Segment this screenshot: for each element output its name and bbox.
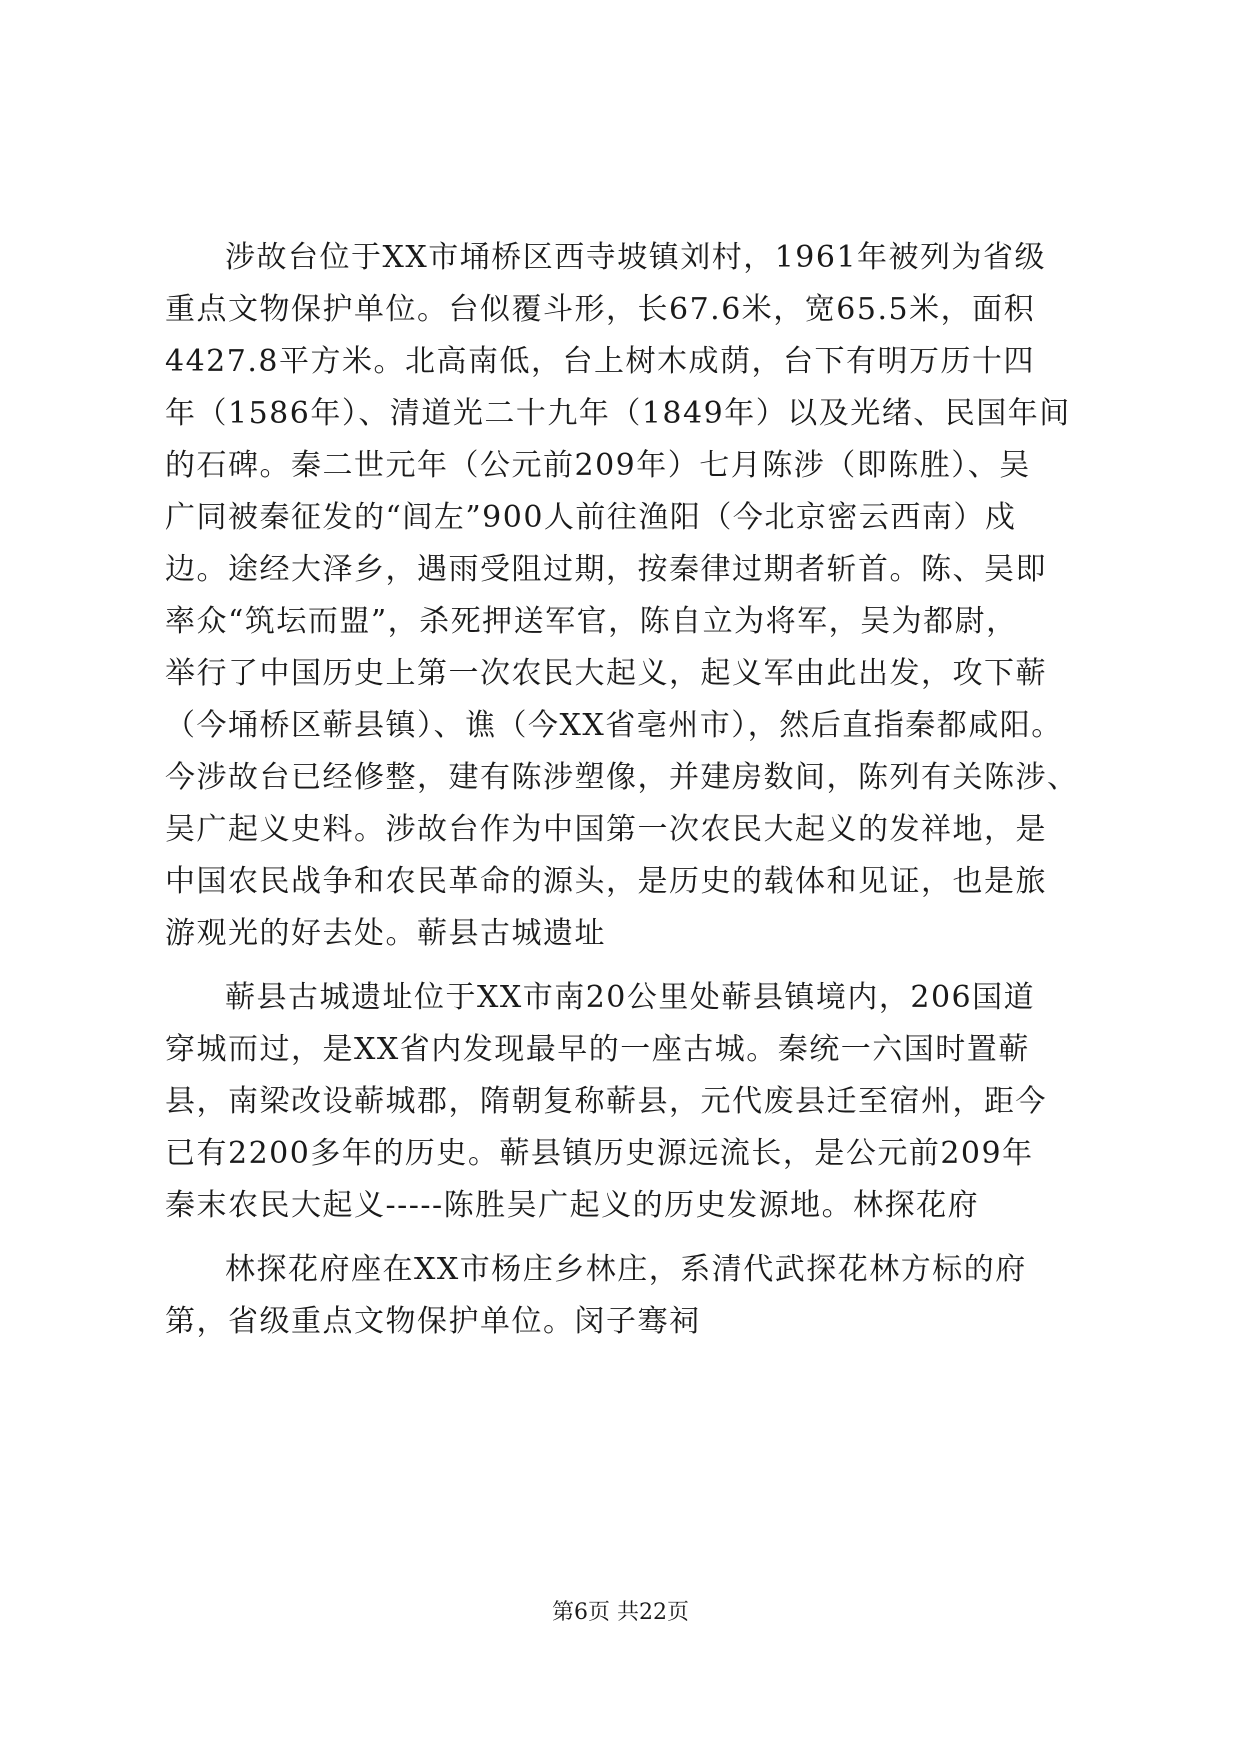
text-line: 重点文物保护单位。台似覆斗形，长67.6米，宽65.5米，面积 xyxy=(165,292,1036,327)
text-line: 今涉故台已经修整，建有陈涉塑像，并建房数间，陈列有关陈涉、 xyxy=(165,760,1079,795)
text-line: 举行了中国历史上第一次农民大起义，起义军由此出发，攻下蕲 xyxy=(165,656,1047,691)
text-line: 涉故台位于XX市埇桥区西寺坡镇刘村，1961年被列为省级 xyxy=(225,240,1047,275)
text-line: （今埇桥区蕲县镇）、谯（今XX省亳州市），然后直指秦都咸阳。 xyxy=(165,708,1063,743)
text-line: 第，省级重点文物保护单位。闵子骞祠 xyxy=(165,1304,701,1339)
text-line: 林探花府座在XX市杨庄乡林庄，系清代武探花林方标的府 xyxy=(225,1252,1027,1287)
text-line: 吴广起义史料。涉故台作为中国第一次农民大起义的发祥地，是 xyxy=(165,812,1047,847)
text-line: 率众“筑坛而盟”，杀死押送军官，陈自立为将军，吴为都尉， xyxy=(165,604,1018,639)
text-line: 中国农民战争和农民革命的源头，是历史的载体和见证，也是旅 xyxy=(165,864,1047,899)
text-line: 广同被秦征发的“闾左”900人前往渔阳（今北京密云西南）戍 xyxy=(165,500,1017,535)
text-line: 年（1586年）、清道光二十九年（1849年）以及光绪、民国年间 xyxy=(165,396,1071,431)
paragraph-lin-tanhua-mansion xyxy=(165,1244,1080,1348)
text-line: 县，南梁改设蕲城郡，隋朝复称蕲县，元代废县迁至宿州，距今 xyxy=(165,1084,1047,1119)
text-line: 边。途经大泽乡，遇雨受阻过期，按秦律过期者斩首。陈、吴即 xyxy=(165,552,1047,587)
text-line: 游观光的好去处。蕲县古城遗址 xyxy=(165,916,606,951)
text-line: 的石碑。秦二世元年（公元前209年）七月陈涉（即陈胜）、吴 xyxy=(165,448,1031,483)
page-number-footer: 第6页 共22页 xyxy=(552,1600,689,1625)
text-line: 已有2200多年的历史。蕲县镇历史源远流长，是公元前209年 xyxy=(165,1136,1034,1171)
paragraph-qixian-ancient-city xyxy=(165,972,1080,1232)
text-line: 秦末农民大起义-----陈胜吴广起义的历史发源地。林探花府 xyxy=(165,1188,980,1223)
text-line: 4427.8平方米。北高南低，台上树木成荫，台下有明万历十四 xyxy=(165,344,1035,379)
paragraph-shegutai xyxy=(165,232,1080,960)
document-body xyxy=(165,232,1080,1360)
text-line: 穿城而过，是XX省内发现最早的一座古城。秦统一六国时置蕲 xyxy=(165,1032,1030,1067)
text-line: 蕲县古城遗址位于XX市南20公里处蕲县镇境内，206国道 xyxy=(225,980,1036,1015)
